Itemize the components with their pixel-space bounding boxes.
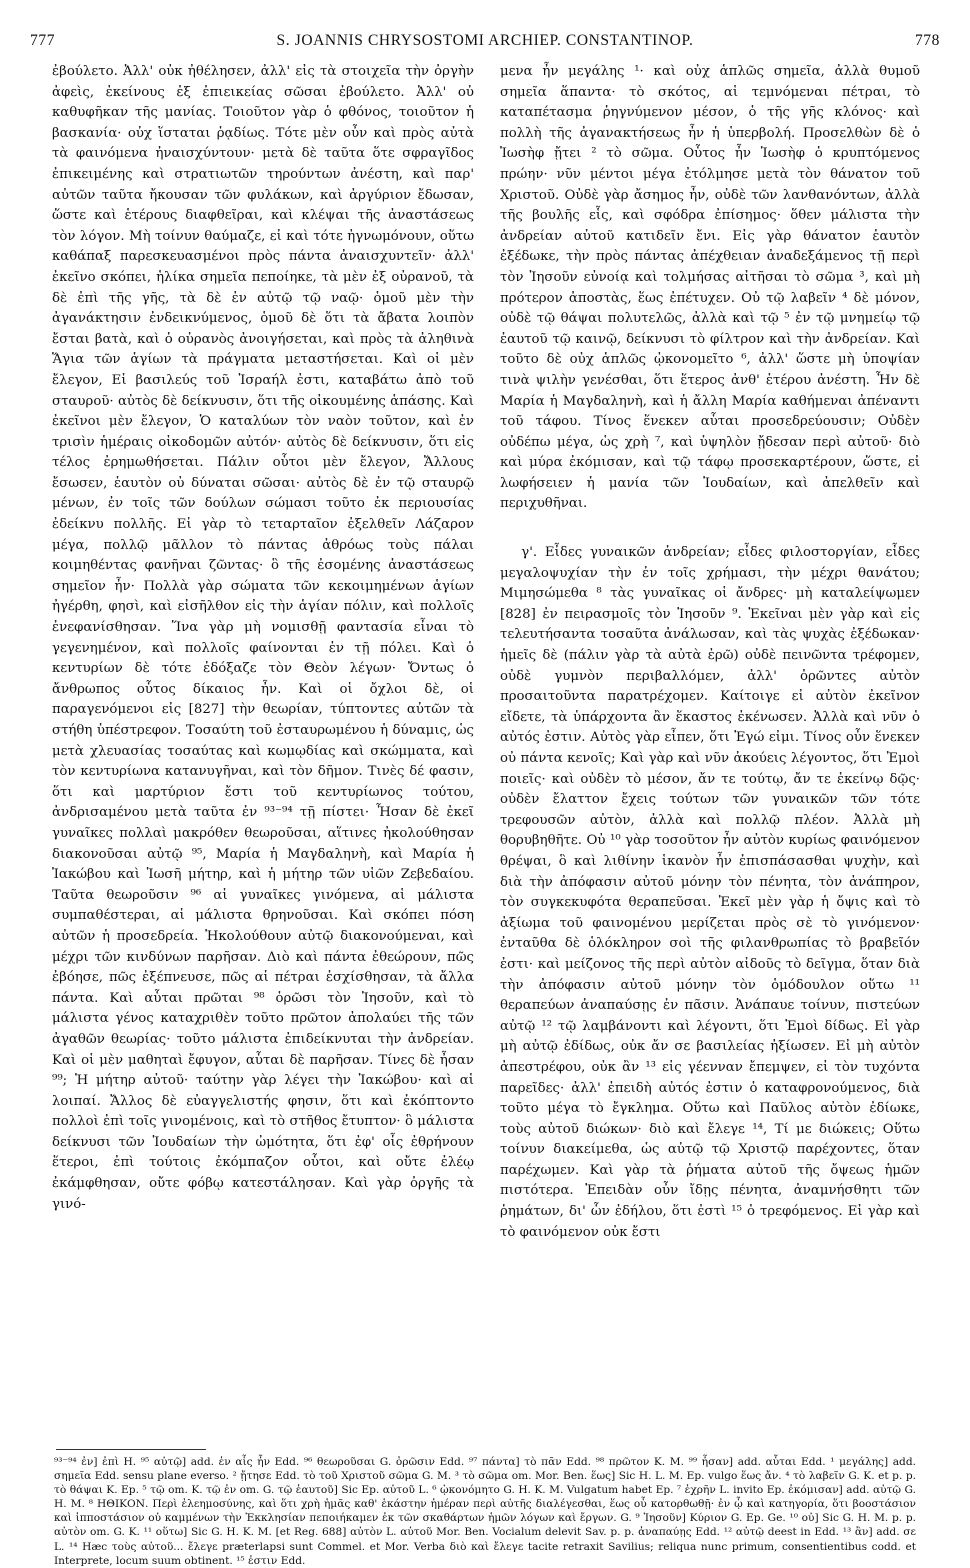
right-column-paragraph: γ'. Εἶδες γυναικῶν ἀνδρείαν; εἶδες φιλοστοργίαν, εἶδες μεγαλοψυχίαν τὴν ἐν τοῖς χρήμασι, τὴν μέχρι θανάτου; Μιμησώμεθα ⁸ τὰς γυναῖκας οἱ ἄνδρες· μὴ καταλείψωμεν [828] ἐν πειρασμοῖς τὸν Ἰησοῦν ⁹. Ἐκεῖναι μὲν γὰρ καὶ εἰς τελευτήσαντα τοσαῦτα ἀνάλωσαν, καὶ τὰς ψυχὰς ἐξέδωκαν· ἡμεῖς δὲ (πάλιν γὰρ τὰ αὐτὰ ἐρῶ) οὐδὲ πεινῶντα τρέφομεν, οὐδὲ γυμνὸν περιβαλλόμεν, ἀλλ' ὁρῶντες αὐτὸν προσαιτοῦντα παρατρέχομεν. Καίτοιγε εἰ αὐτὸν ἐκεῖνον εἴδετε, τὰ ὑπάρχοντα ἂν ἕκαστος ἐκένωσεν. Ἀλλὰ καὶ νῦν ὁ αὐτός ἐστιν. Αὐτὸς γὰρ εἶπεν, ὅτι Ἐγώ εἰμι. Τίνος οὖν ἕνεκεν οὐ πάντα κενοῖς; Καὶ γὰρ καὶ νῦν ἀκούεις λέγοντος, ὅτι Ἐμοὶ ποιεῖς· καὶ οὐδὲν τὸ μέσον, ἄν τε τούτῳ, ἄν τε ἐκείνῳ δῷς· οὐδὲν ἔλαττον ἔχεις τούτων τῶν γυναικῶν τῶν τότε τρεφουσῶν αὐτὸν, ἀλλὰ καὶ πολλῷ πλέον. Ἀλλὰ μὴ θορυβηθῆτε. Οὐ ¹⁰ γὰρ τοσοῦτον ἦν αὐτὸν κυρίως φαινόμενον θρέψαι, ὃ καὶ λιθίνην ἱκανὸν ἦν ἐπισπάσασθαι ψυχὴν, καὶ διὰ τὴν ἀπόφασιν αὐτοῦ μόνην τὸν πένητα, τὸν ἀνάπηρον, τὸν συγκεκυφότα θεραπεῦσαι. Ἐκεῖ μὲν γὰρ ἡ ὄψις καὶ τὸ ἀξίωμα τοῦ φαινομένου μερίζεται πρὸς σὲ τὸ γινόμενον· ἐνταῦθα δὲ ὁλόκληρον σοὶ τῆς φιλανθρωπίας τὸ βραβεῖόν ἐστι· καὶ μείζονος τῆς περὶ αὐτὸν αἰδοῦς τὸ δεῖγμα, ὅταν διὰ τὴν ἀπόφασιν αὐτοῦ μόνην τὸν ὁμόδουλον οὕτω ¹¹ θεραπεύων ἀναπαύσῃς ἐν πᾶσιν. Ἀνάπαυε τοίνυν, πιστεύων αὐτῷ ¹² τῷ λαμβάνοντι καὶ λέγοντι, ὅτι Ἐμοὶ δίδως. Εἰ γὰρ μὴ αὐτῷ ἐδίδως, οὐκ ἄν σε βασιλείας ἠξίωσεν. Εἰ μὴ αὐτὸν ἀπεστρέφου, οὐκ ἂν ¹³ εἰς γέενναν ἔπεμψεν, εἰ τὸν τυχόντα παρεῖδες· ἀλλ' ἐπειδὴ αὐτός ἐστιν ὁ καταφρονούμενος, διὰ τοῦτο μέγα τὸ ἔγκλημα. Οὕτω καὶ Παῦλος αὐτὸν ἐδίωκε, τοὺς αὐτοῦ διώκων· διὸ καὶ ἔλεγε ¹⁴, Τί με διώκεις; Οὕτω τοίνυν διακείμεθα, ὡς αὐτῷ τῷ Χριστῷ παρέχοντες, ὅταν παρέχωμεν. Καὶ γὰρ τὰ ῥήματα αὐτοῦ τῆς ὄψεως ἡμῶν πιστότερα. Ἐπειδὰν οὖν ἴδῃς πένητα, ἀναμνήσθητι τῶν ῥημάτων, δι' ὧν ἐδήλου, ὅτι ἐστὶ ¹⁵ ὁ τρεφόμενος. Εἰ γὰρ καὶ τὸ φαινόμενον οὐκ ἔστι [500,545,920,1240]
left-column-paragraph: ἐβούλετο. Ἀλλ' οὐκ ἠθέλησεν, ἀλλ' εἰς τὰ στοιχεῖα τὴν ὀργὴν ἀφεὶς, ἐκείνους ἐξ ἐπιεικείας σῶσαι ἐβούλετο. Ἀλλ' οὐ καθυφῆκαν τῆς μανίας. Τοιοῦτον γὰρ ὁ φθόνος, τοιοῦτον ἡ βασκανία· οὐχ ἵσταται ῥᾳδίως. Τότε μὲν οὖν καὶ πρὸς αὐτὰ τὰ φαινόμενα ἠναισχύντουν· μετὰ δὲ ταῦτα ὅτε σφραγῖδος ἐπικειμένης καὶ στρατιωτῶν τηρούντων ἀνέστη, καὶ παρ' αὐτῶν ταῦτα ἤκουσαν τῶν φυλάκων, καὶ ἀργύριον ἔδωσαν, ὥστε καὶ ἑτέρους διαφθεῖραι, καὶ κλέψαι τῆς ἀναστάσεως τὸν λόγον. Μὴ τοίνυν θαύμαζε, εἰ καὶ τότε ἠγνωμόνουν, οὕτω καθάπαξ παρεσκευασμένοι πρὸς πάντα ἀναισχυντεῖν· ἀλλ' ἐκεῖνο σκόπει, ἡλίκα σημεῖα πεποίηκε, τὰ μὲν ἐξ οὐρανοῦ, τὰ δὲ ἐπὶ τῆς γῆς, τὰ δὲ ἐν αὐτῷ τῷ ναῷ· ὁμοῦ μὲν τὴν ἀγανάκτησιν ἐνδεικνύμενος, ὁμοῦ δὲ ὅτι τὰ ἄβατα λοιπὸν ἔσται βατὰ, καὶ ὁ οὐρανὸς ἀνοιγήσεται, καὶ πρὸς τὰ ἀληθινὰ Ἅγια τῶν ἁγίων τὰ πράγματα μεταστήσεται. Καὶ οἱ μὲν ἔλεγον, Εἰ βασιλεύς τοῦ Ἰσραήλ ἐστι, καταβάτω ἀπὸ τοῦ σταυροῦ· αὐτὸς δὲ δείκνυσιν, ὅτι τῆς οἰκουμένης ἁπάσης. Καὶ ἐκεῖνοι μὲν ἔλεγον, Ὁ καταλύων τὸν ναὸν τοῦτον, καὶ ἐν τρισὶν ἡμέραις οἰκοδομῶν αὐτόν· αὐτὸς δὲ δείκνυσιν, ὅτι εἰς τέλος ἐρημωθήσεται. Πάλιν οὗτοι μὲν ἔλεγον, Ἄλλους ἔσωσεν, ἑαυτὸν οὐ δύναται σῶσαι· αὐτὸς δὲ ἐν τῷ σταυρῷ μένων, ἐν τοῖς τῶν δούλων σώμασι τοῦτο ἐκ περιουσίας ἐδείκνυ πολλῆς. Εἰ γὰρ τὸ τεταρταῖον ἐξελθεῖν Λάζαρον μέγα, πολλῷ μᾶλλον τὸ πάντας ἀθρόως τοὺς πάλαι κοιμηθέντας φανῆναι ζῶντας· ὃ τῆς ἐσομένης ἀναστάσεως σημεῖον ἦν· Πολλὰ γὰρ σώματα τῶν κεκοιμημένων ἁγίων ἠγέρθη, φησὶ, καὶ εἰσῆλθον εἰς τὴν ἁγίαν πόλιν, καὶ πολλοῖς ἐνεφανίσθησαν. Ἵνα γὰρ μὴ νομισθῇ φαντασία εἶναι τὸ γεγενημένον, καὶ πολλοῖς φαίνονται ἐν τῇ πόλει. Καὶ ὁ κεντυρίων δὲ τότε ἐδόξαζε τὸν Θεὸν λέγων· Ὄντως ὁ ἄνθρωπος οὗτος δίκαιος ἦν. Καὶ οἱ ὄχλοι δὲ, οἱ παραγενόμενοι εἰς [827] τὴν θεωρίαν, τύπτοντες αὐτῶν τὰ στήθη ὑπέστρεφον. Τοσαύτη τοῦ ἐσταυρωμένου ἡ δύναμις, ὡς μετὰ χλευασίας τοσαύτας καὶ κωμῳδίας καὶ σκώμματα, καὶ τὸν κεντυρίωνα κατανυγῆναι, καὶ τὸν δῆμον. Τινὲς δέ φασιν, ὅτι καὶ μαρτύριον ἔστι τοῦ κεντυρίωνος τούτου, ἀνδρισαμένου μετὰ ταῦτα ἐν ⁹³⁻⁹⁴ τῇ πίστει· Ἦσαν δὲ ἐκεῖ γυναῖκες πολλαὶ μακρόθεν θεωροῦσαι, αἵτινες ἠκολούθησαν διακονοῦσαι αὐτῷ ⁹⁵, Μαρία ἡ Μαγδαληνὴ, καὶ Μαρία ἡ Ἰακώβου καὶ Ἰωσῆ μήτηρ, καὶ ἡ μήτηρ τῶν υἱῶν Ζεβεδαίου. Ταῦτα θεωροῦσιν ⁹⁶ αἱ γυναῖκες γινόμενα, αἱ μάλιστα συμπαθέστεραι, αἱ μάλιστα θρηνοῦσαι. Καὶ σκόπει πόση αὐτῶν ἡ προσεδρεία. Ἠκολούθουν αὐτῷ διακονούμεναι, καὶ μέχρι τῶν κινδύνων παρῆσαν. Διὸ καὶ πάντα ἐθεώρουν, πῶς ἐβόησε, πῶς ἐξέπνευσε, πῶς αἱ πέτραι ἐσχίσθησαν, τὰ ἄλλα πάντα. Καὶ αὗται πρῶται ⁹⁸ ὁρῶσι τὸν Ἰησοῦν, καὶ τὸ μάλιστα γένος καταχριθὲν τοῦτο πρῶτον ἀπολαύει τῆς τῶν ἀγαθῶν θεωρίας· τοῦτο μάλιστα ἐπιδείκνυται τὴν ἀνδρείαν. Καὶ οἱ μὲν μαθηταὶ ἔφυγον, αὗται δὲ παρῆσαν. Τίνες δὲ ἦσαν ⁹⁹; Ἡ μήτηρ αὐτοῦ· ταύτην γὰρ λέγει τὴν Ἰακώβου· καὶ αἱ λοιπαί. Ἄλλος δὲ εὐαγγελιστής φησιν, ὅτι καὶ ἐκόπτοντο πολλοὶ ἐπὶ τοῖς γινομένοις, καὶ τὸ στῆθος ἔτυπτον· ὃ μάλιστα δείκνυσι τῶν Ἰουδαίων τὴν ὠμότητα, ὅτι ἐφ' οἷς ἐθρήνουν ἕτεροι, ἐπὶ τούτοις ἐκόμπαζον οὗτοι, καὶ οὔτε ἐλέῳ ἐκάμφθησαν, οὔτε φόβῳ κατεστάλησαν. Καὶ γὰρ ὀργῆς τὰ γινό- [52,64,474,1212]
page-number-right: 778 [914,32,940,49]
right-column [500,62,920,1452]
left-column [52,62,474,1452]
page-number-left: 777 [30,32,56,49]
right-column-paragraph: μενα ἦν μεγάλης ¹· καὶ οὐχ ἁπλῶς σημεῖα, ἀλλὰ θυμοῦ σημεῖα ἅπαντα· τὸ σκότος, αἱ τεμνόμεναι πέτραι, τὸ καταπέτασμα ῥηγνύμενον μέσον, ὁ τῆς γῆς κλόνος· καὶ πολλὴ τῆς ἀγανακτήσεως ἦν ἡ ὑπερβολή. Προσελθὼν δὲ ὁ Ἰωσὴφ ᾔτει ² τὸ σῶμα. Οὗτος ἦν Ἰωσὴφ ὁ κρυπτόμενος πρώην· νῦν μέντοι μέγα ἐτόλμησε μετὰ τὸν θάνατον τοῦ Χριστοῦ. Οὐδὲ γὰρ ἄσημος ἦν, οὐδὲ τῶν λανθανόντων, ἀλλὰ τῆς βουλῆς εἷς, καὶ σφόδρα ἐπίσημος· ὅθεν μάλιστα τὴν ἀνδρείαν αὐτοῦ κατιδεῖν ἔνι. Εἰς γὰρ θάνατον ἑαυτὸν ἐξέδωκε, τὴν πρὸς πάντας ἀπέχθειαν ἀναδεξάμενος τῇ περὶ τὸν Ἰησοῦν εὐνοίᾳ καὶ τολμήσας αἰτῆσαι τὸ σῶμα ³, καὶ μὴ πρότερον ἀποστὰς, ἕως ἐπέτυχεν. Οὐ τῷ λαβεῖν ⁴ δὲ μόνον, οὐδὲ τῷ θάψαι πολυτελῶς, ἀλλὰ καὶ τῷ ⁵ ἐν τῷ μνημείῳ τῷ ἑαυτοῦ τῷ καινῷ, δείκνυσι τὸ φίλτρον καὶ τὴν ἀνδρείαν. Καὶ τοῦτο δὲ οὐχ ἁπλῶς ᾠκονομεῖτο ⁶, ἀλλ' ὥστε μὴ ὑποψίαν τινὰ ψιλὴν γενέσθαι, ὅτι ἕτερος ἀνθ' ἑτέρου ἀνέστη. Ἦν δὲ Μαρία ἡ Μαγδαληνὴ, καὶ ἡ ἄλλη Μαρία καθήμεναι ἀπέναντι τοῦ τάφου. Τίνος ἕνεκεν αὗται προσεδρεύουσιν; Οὐδὲν οὐδέπω μέγα, ὡς χρὴ ⁷, καὶ ὑψηλὸν ᾔδεσαν περὶ αὐτοῦ· διὸ καὶ μύρα ἐκόμισαν, καὶ τῷ τάφῳ προσεκαρτέρουν, ὥστε, εἰ λωφήσειεν ἡ μανία τῶν Ἰουδαίων, καὶ ἀπελθεῖν καὶ περιχυθῆναι. [500,64,920,512]
footnote-rule [56,1449,206,1450]
running-header [30,32,940,56]
footnote-text: ⁹³⁻⁹⁴ ἐν] ἐπὶ H. ⁹⁵ αὐτῷ] add. ἐν αἷς ἦν Edd. ⁹⁶ θεωροῦσαι G. ὁρῶσιν Edd. ⁹⁷ πάντα] τὸ πᾶν Edd. ⁹⁸ πρῶτον K. M. ⁹⁹ ἦσαν] add. αὗται Edd. ¹ μεγάλης] add. σημεῖα Edd. sensu plane everso. ² ᾔτησε Edd. τὸ τοῦ Χριστοῦ σῶμα G. M. ³ τὸ σῶμα om. Mor. Ben. ἕως] Sic H. L. M. Ep. vulgo ἕως ἄν. ⁴ τὸ λαβεῖν G. K. et p. p. τὸ θάψαι K. Ep. ⁵ τῷ om. K. τῷ ἐν om. G. τῷ ἑαυτοῦ] Sic Ep. αὐτοῦ L. ⁶ ᾠκονόμητο G. H. K. M. Vulgatum habet Ep. ⁷ ἐχρῆν L. invito Ep. ἐκόμισαν] add. αὐτῷ G. H. M. ⁸ ΗΘΙΚΟΝ. Περὶ ἐλεημοσύνης, καὶ ὅτι χρὴ ἡμᾶς καθ' ἑκάστην ἡμέραν περὶ αὐτῆς διαλέγεσθαι, ἕως οὗ κατορθωθῇ· ἐν ᾧ καὶ κατηγορία, ὅτι βοοστάσιον καὶ ἱπποστάσιον οὐ καμμένων τὴν Ἐκκλησίαν πεποιήκαμεν ἐκ τῶν σκαθάρτων ἡμῶν λόγων καὶ ἔργων. G. ⁹ Ἰησοῦν] Κύριον G. Ep. Ge. ¹⁰ οὐ] Sic G. H. M. p. p. αὐτὸν om. G. K. ¹¹ οὕτω] Sic G. H. K. M. [et Reg. 688] αὐτὸν L. αὐτοῦ Mor. Ben. Vocialum delevit Sav. p. p. ἀναπαύῃς Edd. ¹² αὐτῷ deest in Edd. ¹³ ἂν] add. σε L. ¹⁴ Hæc τοὺς αὐτοῦ... ἔλεγε præterlapsi sunt Commel. et Mor. Verba διὸ καὶ ἔλεγε tacite retraxit Savilius; reliqua nunc primum, consentientibus codd. et Interprete, locum suum obtinent. ¹⁵ ἐστιν Edd. [54,1456,916,1567]
running-title: S. JOANNIS CHRYSOSTOMI ARCHIEP. CONSTANTINOP. [276,32,694,49]
footnotes [54,1455,916,1567]
